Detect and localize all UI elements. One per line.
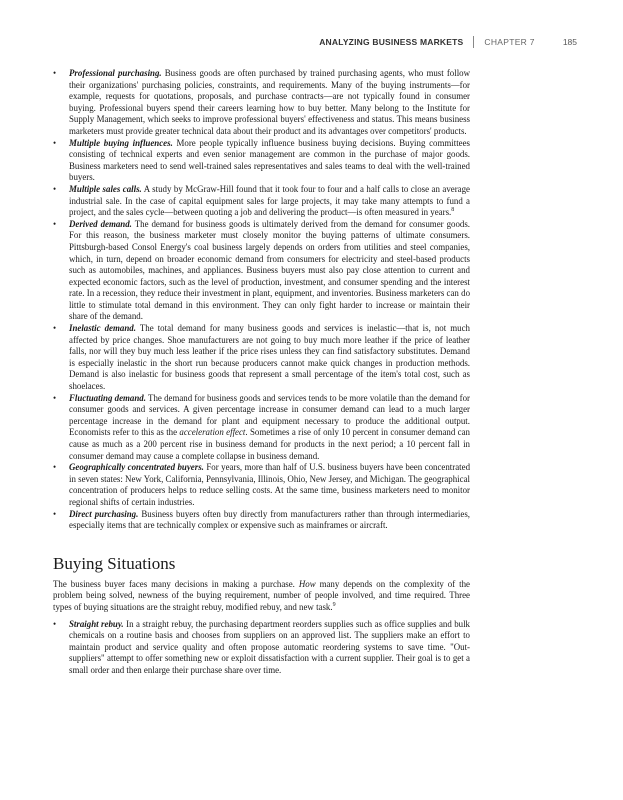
characteristics-list: [53, 68, 470, 532]
item-text: Business goods are often purchased by trained purchasing agents, who must follow their organizations' purchasing policies, constraints, and requirements. Many of the buying instruments—for example, requests for quotations, proposals, and purchase contracts—are not typically found in consumer buying. Professional buyers spend their careers learning how to buy better. Many belong to the Institute for Supply Management, which seeks to improve professional buyers' effectiveness and status. This means business marketers must provide greater technical data about their product and its advantages over competitors' products.: [69, 68, 471, 136]
bullet-icon: •: [53, 218, 57, 229]
bullet-icon: •: [53, 618, 57, 629]
intro-text: The business buyer faces many decisions in making a purchase.: [53, 578, 299, 589]
item-text: The demand for business goods and services tends to be more volatile than the demand for consumer goods and services. A given percentage increase in consumer demand can lead to a much larger percentage increase in the demand for plant and equipment necessary to produce the additional output. Economists refer to this as the: [69, 392, 470, 438]
section-heading: Buying Situations: [53, 553, 176, 573]
item-term: Inelastic demand.: [69, 323, 136, 334]
bullet-icon: •: [53, 323, 57, 334]
bullet-icon: •: [53, 183, 57, 194]
item-term: Derived demand.: [69, 218, 132, 229]
bullet-icon: •: [53, 462, 57, 473]
intro-text-rest: many depends on the complexity of the problem being solved, newness of the buying requirement, number of people involved, and time required. Three types of buying situations are the straight rebuy, modified rebuy, and new task.: [53, 578, 470, 612]
item-text: A study by McGraw-Hill found that it took four to four and a half calls to close an average industrial sale. In the case of capital equipment sales for large projects, it may take many attempts to fund a project, and the sales cycle—between quoting a job and delivering the product—is often measured in years.: [69, 183, 470, 218]
item-text: Business buyers often buy directly from manufacturers rather than through intermediaries, especially items that are technically complex or expensive such as mainframes or aircraft.: [69, 508, 470, 531]
item-text-tail: . Sometimes a rise of only 10 percent in consumer demand can cause as much as a 200 percent rise in business demand for products in the next period; a 10 percent fall in consumer demand may cause a complete collapse in business demand.: [69, 427, 470, 461]
item-text: For years, more than half of U.S. business buyers have been concentrated in seven states: New York, California, Pennsylvania, Illinois, Ohio, New Jersey, and Michigan. The geographical concentration of producers helps to reduce selling costs. At the same time, business marketers need to monitor regional shifts of certain industries.: [69, 462, 471, 507]
bullet-icon: •: [53, 68, 57, 78]
item-term: Multiple sales calls.: [69, 183, 142, 194]
page-number: 185: [562, 37, 577, 47]
page-body: [53, 68, 470, 677]
item-term: Professional purchasing.: [69, 68, 162, 78]
list-item: [53, 393, 470, 463]
item-emphasis: acceleration effect: [179, 427, 246, 438]
intro-emphasis: How: [298, 578, 316, 589]
list-item: [53, 219, 470, 323]
item-term: Direct purchasing.: [69, 508, 139, 519]
item-term: Geographically concentrated buyers.: [69, 462, 204, 473]
item-text: More people typically influence business buying decisions. Buying committees consisting of technical experts and even senior management are common in the purchase of major goods. Business marketers need to send well-trained sales representatives and sales teams to deal with the well-trained buyers.: [69, 137, 471, 183]
item-text: The total demand for many business goods and services is inelastic—that is, not much affected by price changes. Shoe manufacturers are not going to buy much more leather if the price of leather falls, nor will they buy much less leather if the price rises unless they can find satisfactory substitutes. Demand is especially inelastic in the short run because producers cannot make quick changes in production methods. Demand is also inelastic for business goods that represent a small percentage of the item's total cost, such as shoelaces.: [69, 323, 470, 392]
item-term: Straight rebuy.: [69, 618, 124, 629]
list-item: [53, 619, 470, 677]
buying-situations-list: [53, 619, 470, 677]
list-item: [53, 509, 470, 532]
list-item: [53, 184, 470, 219]
item-text: In a straight rebuy, the purchasing department reorders supplies such as office supplies and bulk chemicals on a routine basis and chooses from suppliers on an approved list. The suppliers make an effort to maintain product and service quality and often propose automatic reordering systems to save time. "Out-suppliers" attempt to offer something new or exploit dissatisfaction with a current supplier. Their goal is to get a small order and then enlarge their purchase share over time.: [69, 618, 470, 675]
footnote-ref: 8: [451, 207, 455, 214]
section-title-header: ANALYZING BUSINESS MARKETS: [319, 37, 464, 47]
list-item: [53, 138, 470, 184]
item-text: The demand for business goods is ultimately derived from the demand for consumer goods. For this reason, the business marketer must closely monitor the buying patterns of ultimate consumers. Pittsburgh-based Consol Energy's coal business largely depends on orders from utilities and steel companies, which, in turn, depend on broader economic demand from consumers for electricity and steel-based products such as automobiles, machines, and appliances. Business buyers must also pay close attention to current and expected economic factors, such as the level of production, investment, and consumer spending and the interest rate. In a recession, they reduce their investment in plant, equipment, and inventories. Business marketers can do little to stimulate total demand in this environment. They can only fight harder to increase or maintain their share of the demand.: [69, 218, 470, 322]
bullet-icon: •: [53, 392, 57, 403]
list-item: [53, 462, 470, 508]
header-divider: [473, 36, 474, 48]
item-term: Multiple buying influences.: [69, 137, 173, 148]
list-item: [53, 323, 470, 393]
footnote-ref: 9: [332, 601, 336, 608]
running-header: [319, 34, 577, 50]
bullet-icon: •: [53, 137, 57, 148]
bullet-icon: •: [53, 508, 57, 519]
item-term: Fluctuating demand.: [69, 392, 146, 403]
list-item: [53, 68, 470, 138]
chapter-label: CHAPTER 7: [484, 37, 535, 47]
section-intro: [53, 579, 470, 614]
